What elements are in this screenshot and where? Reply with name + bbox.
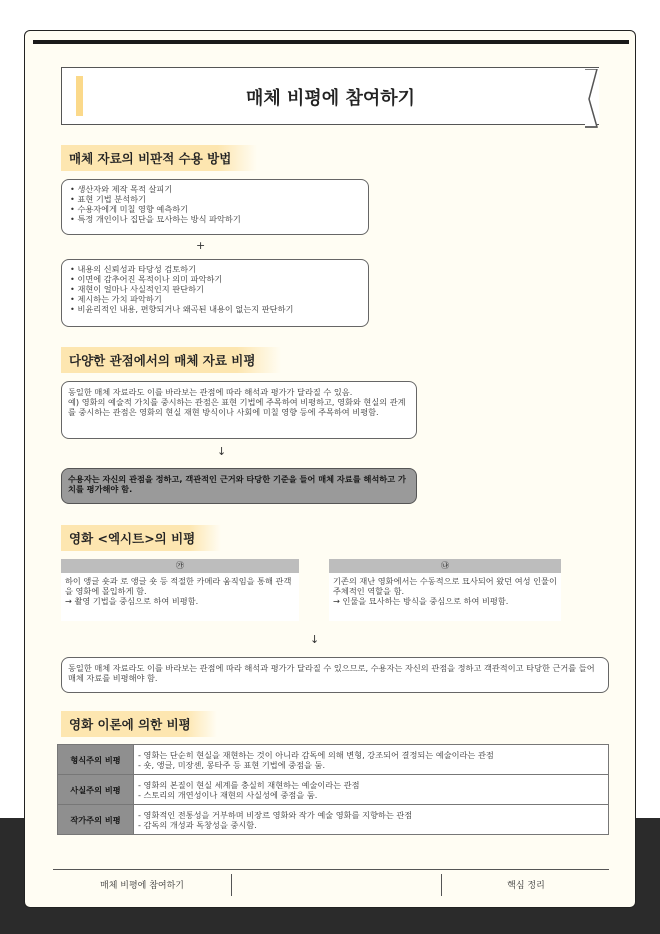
list-item: • 재현이 얼마나 사실적인지 판단하기: [70, 284, 360, 294]
footer-unit-title: 매체 비평에 참여하기: [100, 881, 184, 891]
critique-column-a: [61, 559, 299, 621]
table-row: [58, 745, 609, 775]
down-arrow-2: ↓: [310, 633, 320, 646]
section-heading-perspectives: 다양한 관점에서의 매체 자료 비평: [61, 347, 281, 373]
theory-description-cell: - 영화적인 전통성을 거부하며 비장르 영화와 작가 예술 영화를 지향하는 관점 - 감독의 개성과 독창성을 중시함.: [134, 805, 609, 835]
list-item: • 수용자에게 미칠 영향 예측하기: [70, 204, 360, 214]
list-item: • 비윤리적인 내용, 편향되거나 왜곡된 내용이 없는지 판단하기: [70, 304, 360, 314]
section-heading-critical-reception: 매체 자료의 비판적 수용 방법: [61, 145, 257, 171]
list-item: • 내용의 신뢰성과 타당성 검토하기: [70, 264, 360, 274]
critique-a-label: ㉮: [61, 559, 299, 573]
page-title: 매체 비평에 참여하기: [245, 88, 416, 109]
theory-name-cell: 형식주의 비평: [58, 745, 134, 775]
list-item: • 특정 개인이나 집단을 묘사하는 방식 파악하기: [70, 214, 360, 224]
top-rule: [33, 40, 629, 44]
reception-box-1: [61, 179, 369, 235]
section-heading-exit-critique: 영화 <엑시트>의 비평: [61, 525, 221, 551]
perspective-explanation-box: [61, 381, 417, 439]
footer-divider-2: [441, 874, 442, 896]
critique-b-text: 기존의 재난 영화에서는 수동적으로 묘사되어 왔던 여성 인물이 주체적인 역할을 함. → 인물을 묘사하는 방식을 중심으로 하여 비평함.: [333, 576, 557, 606]
perspective-text-1: 동일한 매체 자료라도 이를 바라보는 관점에 따라 해석과 평가가 달라질 수 있음.: [68, 387, 353, 397]
list-item: • 표현 기법 분석하기: [70, 194, 360, 204]
theory-name-cell: 작가주의 비평: [58, 805, 134, 835]
theory-description-cell: - 영화는 단순히 현실을 재현하는 것이 아니라 감독에 의해 변형, 강조되어 결정되는 예술이라는 관점 - 숏, 앵글, 미장센, 몽타주 등 표현 기법에 중점을 둠.: [134, 745, 609, 775]
section-heading-film-theory: 영화 이론에 의한 비평: [61, 711, 217, 737]
table-row: [58, 805, 609, 835]
critique-b-label: ㉯: [329, 559, 561, 573]
film-theory-table: [57, 744, 609, 835]
table-row: [58, 775, 609, 805]
critique-a-text: 하이 앵글 숏과 로 앵글 숏 등 적절한 카메라 움직임을 통해 관객을 영화에 몰입하게 함. → 촬영 기법을 중심으로 하여 비평함.: [65, 576, 292, 606]
reception-box-2: [61, 259, 369, 327]
list-item: • 이면에 감추어진 목적이나 의미 파악하기: [70, 274, 360, 284]
plus-sign: +: [196, 239, 206, 252]
page-footer: [53, 869, 609, 895]
theory-name-cell: 사실주의 비평: [58, 775, 134, 805]
reception-list-2: [62, 260, 368, 318]
critique-column-b: [329, 559, 561, 621]
perspective-conclusion-box: 수용자는 자신의 관점을 정하고, 객관적인 근거와 타당한 기준을 들어 매체 자료를 해석하고 가치를 평가해야 함.: [61, 468, 417, 504]
list-item: • 제시하는 가치 파악하기: [70, 294, 360, 304]
title-box: [61, 67, 599, 125]
page: [24, 30, 636, 908]
critique-summary-box: 동일한 매체 자료라도 이를 바라보는 관점에 따라 해석과 평가가 달라질 수 있으므로, 수용자는 자신의 관점을 정하고 객관적이고 타당한 근거를 들어 매체 자료를 비평해야 함.: [61, 657, 609, 693]
theory-description-cell: - 영화의 본질이 현실 세계를 충실히 재현하는 예술이라는 관점 - 스토리의 개연성이나 재현의 사실성에 중점을 둠.: [134, 775, 609, 805]
down-arrow-1: ↓: [217, 445, 227, 458]
perspective-text-2: 예) 영화의 예술적 가치를 중시하는 관점은 표현 기법에 주목하여 비평하고, 영화와 현실의 관계를 중시하는 관점은 영화의 현실 재현 방식이나 사회에 미칠 영향 등에 주목하여 비평함.: [68, 397, 406, 417]
title-box-flap: [585, 69, 617, 129]
footer-divider-1: [231, 874, 232, 896]
reception-list-1: [62, 180, 368, 228]
list-item: • 생산자와 제작 목적 살피기: [70, 184, 360, 194]
footer-section-label: 핵심 정리: [507, 881, 545, 891]
